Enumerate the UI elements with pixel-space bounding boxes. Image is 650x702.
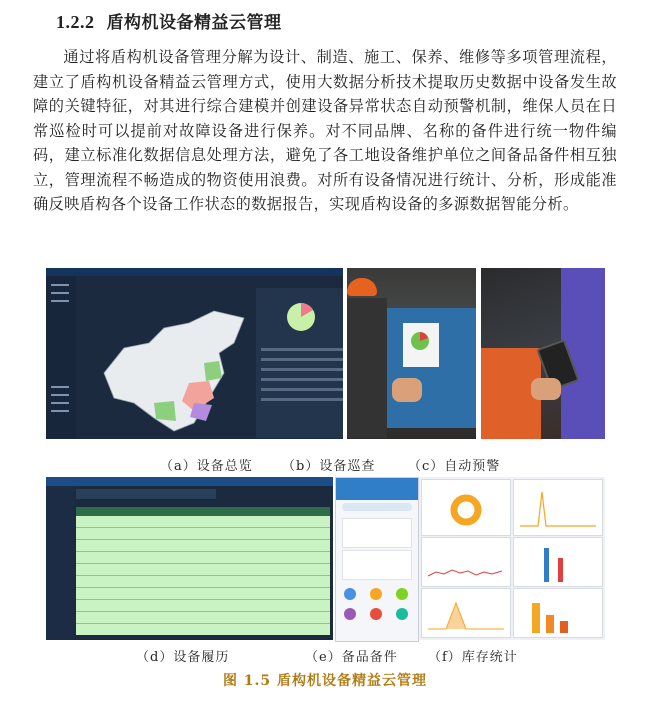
pie-chart-graphic: [284, 300, 318, 334]
china-map-graphic: [94, 303, 254, 438]
caption-e: （e）备品备件: [305, 650, 398, 665]
figure-caption: 图 1.5 盾构机设备精益云管理: [222, 673, 428, 689]
image-automatic-alarm: [481, 268, 605, 439]
image-inventory-stats: [419, 477, 605, 640]
caption-d: （d）设备履历: [136, 650, 230, 665]
donut-chart-graphic: [448, 492, 484, 528]
spike-chart-graphic: [518, 488, 598, 528]
line-chart-graphic: [426, 544, 506, 580]
image-device-history: [46, 477, 333, 640]
body-paragraph: 通过将盾构机设备管理分解为设计、制造、施工、保养、维修等多项管理流程，建立了盾构机设备精益云管理方式，使用大数据分析技术提取历史数据中设备发生故障的关键特征，对其进行综合建模并创建设备异常状态自动预警机制，维保人员在日常巡检时可以提前对故障设备进行保养。对不同品牌、名称的备件进行统一物件编码，建立标准化数据信息处理方法，避免了各工地设备维护单位之间备品备件相互独立，管理流程不畅造成的物资使用浪费。对所有设备情况进行统计、分析，形成能准确反映盾构各个设备工作状态的数据报告，实现盾构设备的多源数据智能分析。: [33, 48, 617, 213]
image-device-overview: [46, 268, 343, 439]
section-title: 盾构机设备精益云管理: [106, 13, 282, 33]
image-device-inspection: [347, 268, 476, 439]
caption-a: （a）设备总览: [160, 459, 253, 474]
image-spare-parts: [335, 477, 419, 642]
section-heading: [56, 8, 282, 33]
caption-b: （b）设备巡查: [282, 459, 376, 474]
caption-c: （c）自动预警: [408, 459, 501, 474]
caption-f: （f）库存统计: [428, 650, 518, 665]
area-chart-graphic: [426, 595, 506, 631]
section-number: 1.2.2: [56, 12, 95, 32]
